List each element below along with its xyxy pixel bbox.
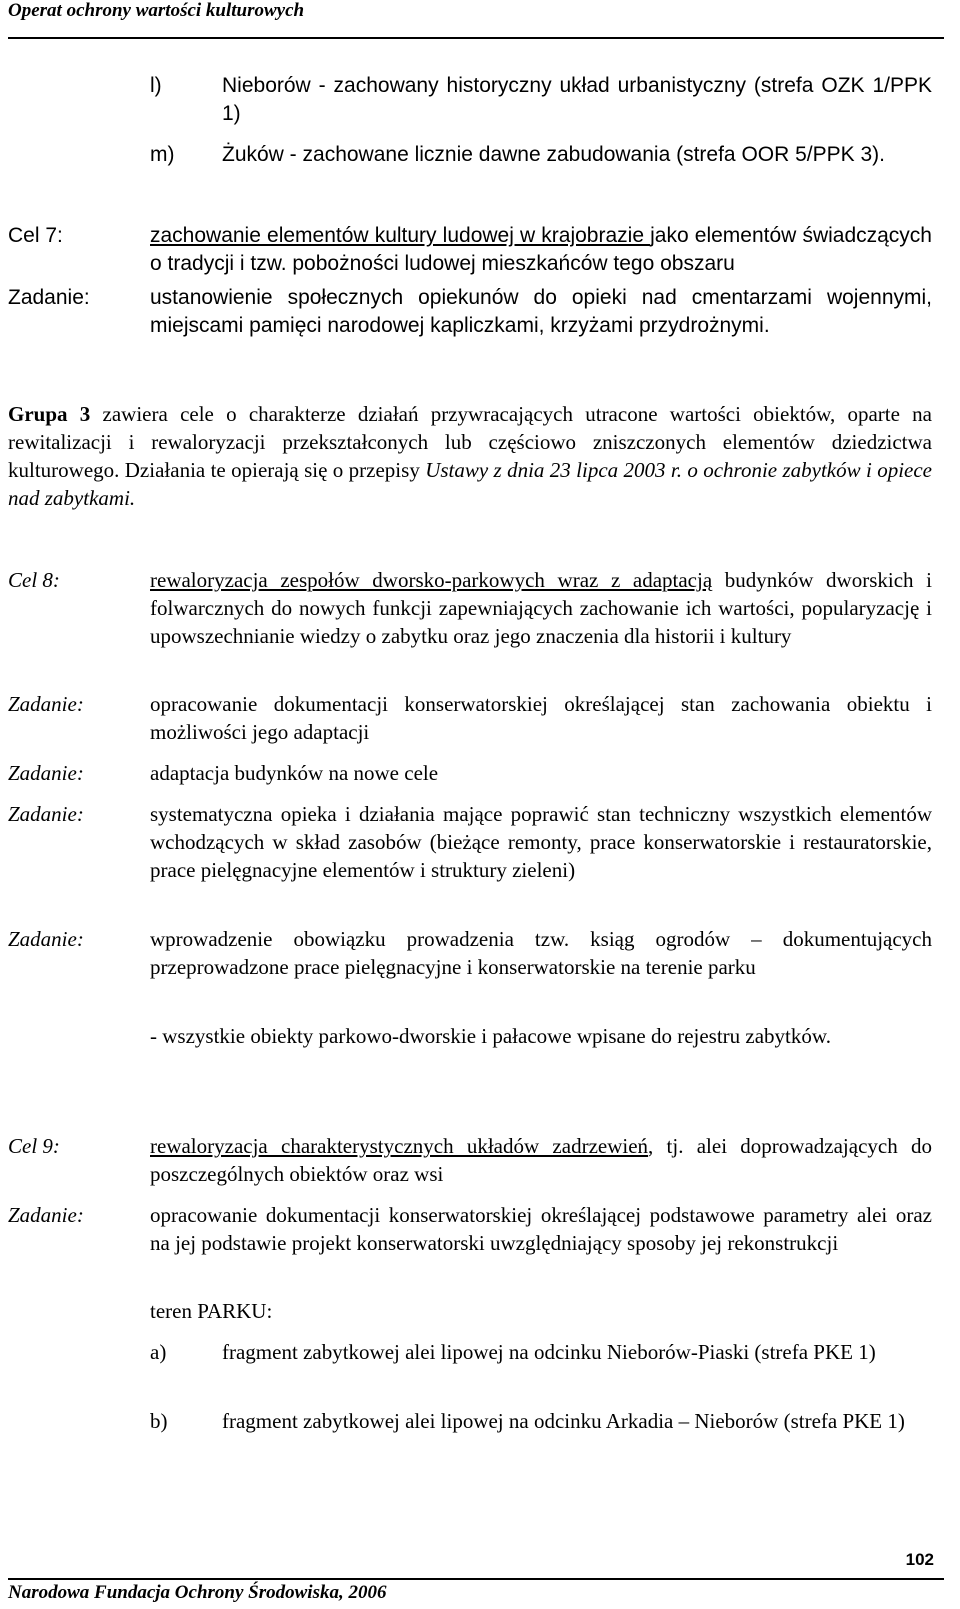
goal-text (150, 222, 932, 278)
group-title: Grupa 3 (8, 402, 91, 426)
list-item: fragment zabytkowej alei lipowej na odcinku Nieborów-Piaski (strefa PKE 1) (222, 1340, 876, 1364)
running-header: Operat ochrony wartości kulturowych (8, 0, 305, 21)
goal-title: rewaloryzacja charakterystycznych układów zadrzewień (150, 1134, 649, 1158)
task-label: Zadanie: (8, 286, 90, 309)
goal-title: rewaloryzacja zespołów dworsko-parkowych wraz z adaptacją (150, 568, 713, 592)
task-label: Zadanie: (8, 927, 84, 951)
goal-rest: budynków dworskich i folwarcznych do nowych funkcji zapewniających zachowanie ich wartości, popularyzację i upowszechnianie wiedzy o zabytku oraz jego znaczenia dla historii i kultury (150, 568, 932, 648)
list-marker: l) (150, 74, 162, 97)
task-text: opracowanie dokumentacji konserwatorskiej określającej podstawowe parametry alei oraz na jej podstawie projekt konserwatorski uwzględniający sposoby jej rekonstrukcji (150, 1203, 932, 1255)
list-marker: m) (150, 143, 175, 166)
group-paragraph (8, 400, 932, 512)
running-footer: Narodowa Fundacja Ochrony Środowiska, 2006 (8, 1582, 387, 1603)
goal-label: Cel 9: (8, 1134, 60, 1158)
goal-label: Cel 8: (8, 568, 60, 592)
task-text: systematyczna opieka i działania mające poprawić stan techniczny wszystkich elementów wchodzących w skład zasobów (bieżące remonty, prace konserwatorskie i restauratorskie, prace pielęgnacyjne elementów i struktury zieleni) (150, 802, 932, 882)
list-item: fragment zabytkowej alei lipowej na odcinku Arkadia – Nieborów (strefa PKE 1) (222, 1409, 905, 1433)
goal-title: zachowanie elementów kultury ludowej w krajobrazie (150, 224, 651, 247)
group-law-citation: Ustawy z dnia 23 lipca 2003 r. o ochronie zabytków i opiece nad zabytkami. (8, 458, 932, 510)
list-marker: b) (150, 1409, 168, 1433)
goal-rest: , tj. alei doprowadzających do poszczególnych obiektów oraz wsi (150, 1134, 932, 1186)
footer-rule (8, 1578, 944, 1580)
park-heading: teren PARKU: (150, 1299, 273, 1323)
goal-rest: jako elementów świadczących o tradycji i tzw. pobożności ludowej mieszkańców tego obszaru (150, 224, 932, 275)
task-label: Zadanie: (8, 802, 84, 826)
task-text: ustanowienie społecznych opiekunów do opieki nad cmentarzami wojennymi, miejscami pamięci narodowej kapliczkami, krzyżami przydrożnymi. (150, 286, 932, 337)
task-label: Zadanie: (8, 692, 84, 716)
page-number: 102 (905, 1550, 934, 1569)
goal-text (150, 1132, 932, 1188)
task-note: - wszystkie obiekty parkowo-dworskie i pałacowe wpisane do rejestru zabytków. (150, 1024, 831, 1048)
goal-label: Cel 7: (8, 224, 63, 247)
task-text: wprowadzenie obowiązku prowadzenia tzw. ksiąg ogrodów – dokumentujących przeprowadzone prace pielęgnacyjne i konserwatorskie na terenie parku (150, 927, 932, 979)
goal-text (150, 566, 932, 650)
task-label: Zadanie: (8, 761, 84, 785)
group-text: zawiera cele o charakterze działań przywracających utracone wartości obiektów, oparte na rewitalizacji i rewaloryzacji przekształconych lub częściowo zniszczonych elementów dziedzictwa kulturowego. Działania te opierają się o przepisy (8, 402, 933, 482)
task-label: Zadanie: (8, 1203, 84, 1227)
list-item: Nieborów - zachowany historyczny układ urbanistyczny (strefa OZK 1/PPK 1) (222, 74, 932, 125)
task-text: adaptacja budynków na nowe cele (150, 761, 439, 785)
list-marker: a) (150, 1340, 167, 1364)
task-text: opracowanie dokumentacji konserwatorskiej określającej stan zachowania obiektu i możliwości jego adaptacji (150, 692, 932, 744)
list-item: Żuków - zachowane licznie dawne zabudowania (strefa OOR 5/PPK 3). (222, 143, 885, 166)
header-rule (8, 37, 944, 39)
